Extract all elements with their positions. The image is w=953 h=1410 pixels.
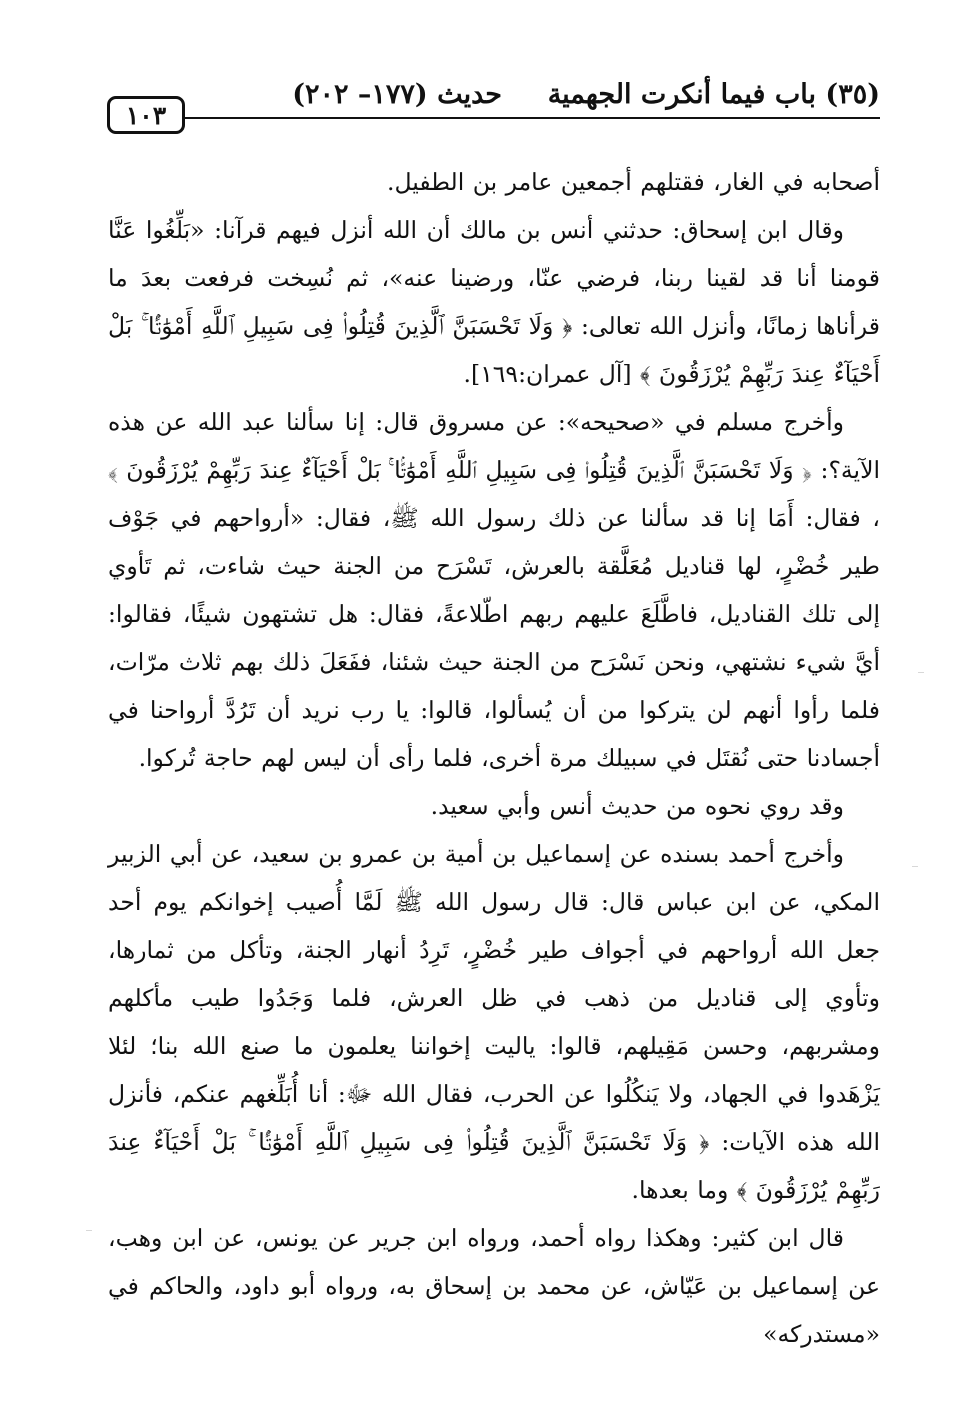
scan-speck [918,672,924,673]
header-rule [108,117,880,119]
scan-speck [86,1230,92,1231]
page-number: ١٠٣ [107,96,185,134]
paragraph-1: أصحابه في الغار، فقتلهم أجمعين عامر بن الطفيل. [387,168,880,196]
scan-speck [912,866,918,867]
paragraph-6: قال ابن كثير: وهكذا رواه أحمد، ورواه ابن جرير عن يونس، عن ابن وهب، عن إسماعيل بن عَيّاش، عن محمد بن إسحاق به، ورواه أبو داود، والحاكم في «مستدركه» [108,1224,880,1348]
paragraph-4: وقد روي نحوه من حديث أنس وأبي سعيد. [430,792,844,820]
body-text [108,158,880,1358]
chapter-title: (٣٥) باب فيما أنكرت الجهمية [547,79,880,110]
hadith-range: حديث (١٧٧– ٢٠٢) [292,79,502,110]
paragraph-2: وقال ابن إسحاق: حدثني أنس بن مالك أن الله أنزل فيهم قرآنا: «بَلِّغُوا عَنَّا قومنا أنا قد لقينا ربنا، فرضي عنّا، ورضينا عنه»، ثم نُسِخت فرفعت بعدَ ما قرأناها زمانًا، وأنزل الله تعالى: ﴿ وَلَا تَحْسَبَنَّ ٱلَّذِينَ قُتِلُوا۟ فِى سَبِيلِ ٱللَّهِ أَمْوَٰتًۢا ۚ بَلْ أَحْيَآءٌ عِندَ رَبِّهِمْ يُرْزَقُونَ ﴾ [آل عمران:١٦٩]. [108,216,880,388]
paragraph-3: وأخرج مسلم في «صحيحه»: عن مسروق قال: إنا سألنا عبد الله عن هذه الآية؟: ﴿ وَلَا تَحْسَبَنَّ ٱلَّذِينَ قُتِلُوا۟ فِى سَبِيلِ ٱللَّهِ أَمْوَٰتًۢا ۚ بَلْ أَحْيَآءٌ عِندَ رَبِّهِمْ يُرْزَقُونَ ﴾ ، فقال: أَمَا إنا قد سألنا عن ذلك رسول الله ﷺ، فقال: «أرواحهم في جَوْف طير خُضْرٍ، لها قناديل مُعَلَّقة بالعرش، تَسْرَح من الجنة حيث شاءت، ثم تَأوي إلى تلك القناديل، فاطَّلَعَ عليهم ربهم اطّلاعةً، فقال: هل تشتهون شيئًا، فقالوا: أيَّ شيء نشتهي، ونحن نَسْرَح من الجنة حيث شئنا، ففَعَلَ ذلك بهم ثلاث مرّات، فلما رأوا أنهم لن يتركوا من أن يُسألوا، قالوا: يا رب نريد أن تَرُدَّ أرواحنا في أجسادنا حتى نُقتَل في سبيلك مرة أخرى، فلما رأى أن ليس لهم حاجة تُركوا. [108,408,880,772]
paragraph-5: وأخرج أحمد بسنده عن إسماعيل بن أمية بن عمرو بن سعيد، عن أبي الزبير المكي، عن ابن عباس قال: قال رسول الله ﷺ لَمَّا أُصيب إخوانكم يوم أحد جعل الله أرواحهم في أجواف طير خُضْرٍ، تَرِدُ أنهار الجنة، وتأكل من ثمارها، وتأوي إلى قناديل من ذهب في ظل العرش، فلما وَجَدُوا طيب مأكلهم ومشربهم، وحسن مَقِيلهم، قالوا: ياليت إخواننا يعلمون ما صنع الله بنا؛ لئلا يَزْهَدوا في الجهاد، ولا يَنكُلُوا عن الحرب، فقال الله ﷻ: أنا أُبَلِّغهم عنكم، فأنزل الله هذه الآيات: ﴿ وَلَا تَحْسَبَنَّ ٱلَّذِينَ قُتِلُوا۟ فِى سَبِيلِ ٱللَّهِ أَمْوَٰتًۢا ۚ بَلْ أَحْيَآءٌ عِندَ رَبِّهِمْ يُرْزَقُونَ ﴾ وما بعدها. [108,840,880,1204]
running-header [108,78,880,112]
